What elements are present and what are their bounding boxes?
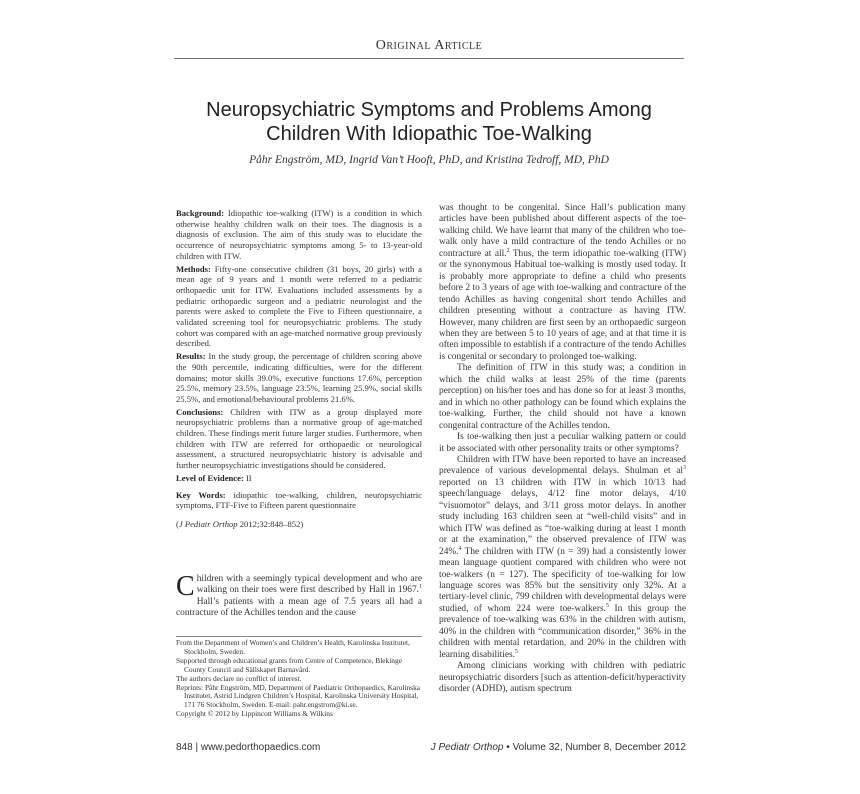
abstract-keywords	[176, 490, 422, 511]
reference-5b[interactable]: 5	[515, 648, 519, 655]
header-rule	[174, 58, 684, 59]
methods-text: Fifty-one consecutive children (31 boys, 20 girls) with a mean age of 9 years and 1 month were referred to a pediatric orthopaedic unit for ITW. Evaluations included assessments by a pediatric orthopaedic surgeon and a pediatric neurologist and the parents were asked to complete the Five to Fifteen questionnaire, a validated screening tool for neuropsychiatric problems. The study cohort was compared with an age-matched normative group previously described.	[176, 263, 422, 349]
intro-paragraph	[176, 571, 422, 620]
reference-2[interactable]: 2	[506, 247, 510, 254]
reference-3[interactable]: 3	[683, 465, 686, 472]
reference-4[interactable]: 4	[458, 545, 462, 552]
abstract-results	[176, 351, 422, 405]
title-line-1: Neuropsychiatric Symptoms and Problems Among	[206, 99, 652, 121]
paragraph-1-text-a: was thought to be congenital. Since Hall’s publication many articles have been published about different aspects of the toe-walking child. We have learnt that many of the children who toe-walk only have a mild contracture of the tendo Achilles or no contracture at all.	[439, 203, 686, 259]
paragraph-4-text-a: Children with ITW have been reported to have an increased prevalence of various developmental delays. Shulman et al	[439, 454, 686, 477]
results-label: Results:	[176, 351, 206, 362]
paragraph-4	[439, 455, 686, 661]
section-label: Original Article	[375, 38, 483, 53]
paragraph-3: Is toe-walking then just a peculiar walking pattern or could it be associated with other personality traits or other symptoms?	[439, 432, 686, 454]
intro-text-b: Hall’s patients with a mean age of 7.5 years all had a contracture of the Achilles tendon and the cause	[176, 596, 422, 619]
reference-1[interactable]: 1	[419, 584, 422, 591]
evidence-label: Level of Evidence:	[176, 472, 244, 483]
footnote-rule	[176, 636, 422, 637]
paragraph-4-text-d: In this group the prevalence of toe-walking was 63% in the children with autism, 40% in the children with “communication disorder,” 36% in the children with mental retardation, and 20% in the children with learning disabilities.	[439, 603, 686, 660]
footnotes	[176, 636, 422, 719]
paragraph-4-text-b: reported on 13 children with ITW in which 10/13 had speech/language delays, 4/12 fine motor delays, 4/10 “visuomotor” delays, and 3/11 gross motor delays. In another study including 163 children seen at “well-child visits” and in which ITW was defined as “toe-walking during at least 1 month or at the examination,” the observed prevalence of ITW was 24%.	[439, 477, 686, 557]
body-left-column	[176, 571, 422, 620]
background-text: Idiopathic toe-walking (ITW) is a condition in which otherwise healthy children walk on their toes. The diagnosis is a diagnosis of exclusion. The aim of this study was to elucidate the occurrence of neuropsychiatric symptoms among 5- to 13-year-old children with ITW.	[176, 208, 422, 261]
footer-separator: |	[195, 742, 199, 753]
paragraph-2: The definition of ITW in this study was; a condition in which the child walks at least 25% of the time (parents perception) on his/her toes and has done so for at least 3 months, and in which no other pathology can be found which explains the toe-walking. Further, the child should not have a known congenital contracture of the Achilles tendon.	[439, 363, 686, 431]
evidence-text: II	[245, 472, 252, 483]
journal-website-link[interactable]: www.pedorthopaedics.com	[200, 742, 321, 753]
paragraph-1	[439, 203, 686, 363]
footnote-copyright: Copyright © 2012 by Lippincott Williams & Wilkins	[176, 709, 333, 719]
keywords-label: Key Words:	[176, 489, 226, 500]
article-title	[174, 98, 684, 146]
citation-journal: J Pediatr Orthop	[178, 518, 238, 529]
keywords-text: idiopathic toe-walking, children, neuropsychiatric symptoms, FTF-Five to Fifteen parent questionnaire	[176, 489, 422, 511]
intro-text-a: hildren with a seemingly typical development and who are walking on their toes were first described by Hall in 1967.	[196, 574, 422, 596]
footer-right	[431, 742, 686, 753]
citation-open-paren: (	[176, 518, 179, 529]
drop-cap: C	[176, 571, 195, 602]
abstract-conclusions	[176, 407, 422, 471]
title-line-2: Children With Idiopathic Toe-Walking	[266, 123, 592, 145]
background-label: Background:	[176, 208, 225, 218]
abstract-background	[176, 208, 422, 262]
abstract	[176, 208, 422, 532]
footnote-conflict: The authors declare no conflict of interest.	[176, 673, 302, 683]
paragraph-4-text-c: The children with ITW (n = 39) had a consistently lower mean language quotient compared with children who were not toe-walkers (n = 127). The specificity of toe-walking for low language scores was 85% but the sensitivity only 32%. At a tertiary-level clinic, 799 children with developmental delays were studied, of whom 224 were toe-walkers.	[439, 546, 686, 614]
reference-5[interactable]: 5	[605, 602, 609, 609]
body-right-column	[439, 203, 686, 695]
abstract-methods	[176, 264, 422, 350]
footnote-support: Supported through educational grants from Centre of Competence, Blekinge County Council and Sällskapet Barnavård.	[176, 655, 402, 674]
conclusions-label: Conclusions:	[176, 406, 224, 417]
author-list: Påhr Engström, MD, Ingrid Van’t Hooft, PhD, and Kristina Tedroff, MD, PhD	[249, 154, 609, 166]
paragraph-5: Among clinicians working with children with pediatric neuropsychiatric disorders [such as attention-deficit/hyperactivity disorder (ADHD), autism spectrum	[439, 661, 686, 695]
footer-bullet: •	[506, 742, 510, 753]
results-text: In the study group, the percentage of children scoring above the 90th percentile, indicating difficulties, were for the different domains; motor skills 39.0%, executive functions 17.6%, perception 25.5%, memory 23.5%, language 23.5%, learning 25.9%, social skills 25.5%, and emotional/behavioural problems 21.6%.	[176, 351, 422, 404]
paragraph-1-text-b: Thus, the term idiopathic toe-walking (ITW) or the synonymous Habitual toe-walking is mostly used today. It is probably more appropriate to define a child who presents before 2 to 3 years of age with toe-walking and contracture of the tendo Achilles as having congenital short tendo Achilles and children presenting without a contracture as having ITW. However, many children are first seen by an orthopaedic surgeon when they are between 5 to 10 years of age, and at that time it is often impossible to establish if a contracture of the tendo Achilles is congenital or secondary to prolonged toe-walking.	[439, 248, 686, 362]
footer-journal: J Pediatr Orthop	[430, 742, 504, 753]
methods-label: Methods:	[176, 263, 211, 274]
footnote-reprints: Reprints: Påhr Engström, MD, Department of Paediatric Orthopaedics, Karolinska Institutet, Astrid Lindgren Children’s Hospital, Karolinska University Hospital, 171 76 Stockholm, Sweden. E-mail: pahr.engstrom@ki.se.	[176, 682, 421, 710]
conclusions-text: Children with ITW as a group displayed more neuropsychiatric problems than a normative group of age-matched children. These findings merit future larger studies. Furthermore, when children with ITW are referred for orthopaedic or neurological assessment, a structured neuropsychiatric history is advisable and further neuropsychiatric investigations should be considered.	[176, 406, 422, 471]
footer-issue: Volume 32, Number 8, December 2012	[512, 742, 686, 753]
page-number: 848	[176, 742, 193, 753]
footer-left	[176, 742, 320, 753]
abstract-evidence	[176, 473, 422, 484]
footnote-affiliation: From the Department of Women’s and Children’s Health, Karolinska Institutet, Stockholm, Sweden.	[176, 638, 410, 656]
abstract-citation	[176, 519, 422, 530]
citation-details: 2012;32:848–852)	[239, 518, 304, 529]
